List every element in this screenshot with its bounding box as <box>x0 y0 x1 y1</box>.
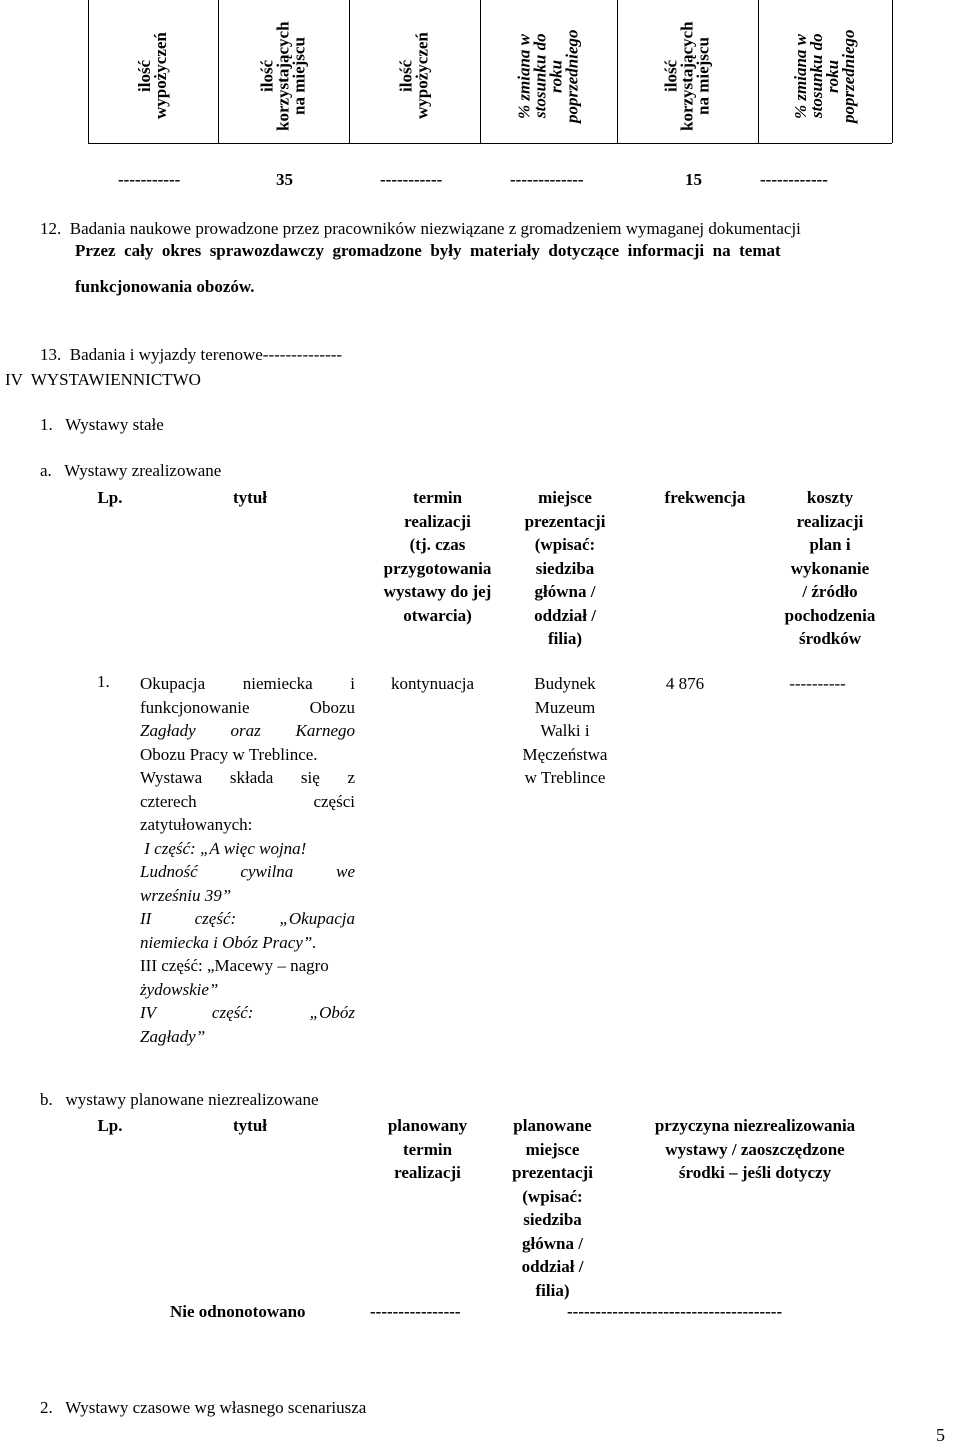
title-line: niemiecka i Obóz Pracy”. <box>140 932 317 952</box>
value-cell: 35 <box>276 170 293 189</box>
row-title <box>140 672 355 1048</box>
title-line: Zagłady” <box>140 1026 206 1046</box>
section-12-title: 12. Badania naukowe prowadzone przez pracowników niezwiązane z gromadzeniem wymaganej dokumentacji <box>40 219 801 238</box>
header-loans-2: ilość wypożyczeń <box>396 32 432 120</box>
value-cell: ----------- <box>118 170 181 189</box>
title-line: wrześniu 39” <box>140 885 232 905</box>
title-line: czterech części <box>140 791 355 811</box>
value-cell: 15 <box>685 170 702 189</box>
row-lp: 1. <box>97 672 110 691</box>
col-header-date: termin realizacji (tj. czas przygotowania wystawy do jej otwarcia) <box>383 488 492 625</box>
title-line: Obozu Pracy w Treblince. <box>140 744 318 764</box>
title-line: żydowskie” <box>140 979 219 999</box>
section-12-text-line1: Przez cały okres sprawozdawczy gromadzone były materiały dotyczące informacji na temat <box>75 241 781 260</box>
list-item-b: b. wystawy planowane niezrealizowane <box>40 1090 319 1109</box>
row-planned-date: ---------------- <box>370 1302 461 1321</box>
col-header-planned-place: planowane miejsce prezentacji (wpisać: siedziba główna / oddział / filia) <box>512 1116 593 1300</box>
header-change-pct-2: % zmiana w stosunku do roku poprzedniego <box>791 29 858 123</box>
title-line: Zagłady oraz Karnego <box>140 721 355 740</box>
list-item-1: 1. Wystawy stałe <box>40 415 164 434</box>
col-header-title: tytuł <box>233 488 267 507</box>
row-date: kontynuacja <box>390 674 475 693</box>
title-line: funkcjonowanie Obozu <box>140 697 355 717</box>
library-stats-table <box>88 0 892 196</box>
header-onsite-users: ilość korzystających na miejscu <box>257 21 309 131</box>
title-line: zatytułowanych: <box>140 815 253 834</box>
list-item-2: 2. Wystawy czasowe wg własnego scenariusza <box>40 1398 367 1417</box>
col-header-lp: Lp. <box>97 488 123 507</box>
col-header-lp: Lp. <box>97 1116 123 1135</box>
header-loans: ilość wypożyczeń <box>135 32 170 120</box>
list-item-a: a. Wystawy zrealizowane <box>40 461 222 480</box>
title-line: I część: „A więc wojna! <box>140 838 307 858</box>
title-line: Okupacja niemiecka i <box>140 674 355 693</box>
col-header-title: tytuł <box>233 1116 267 1135</box>
page-number: 5 <box>936 1425 945 1445</box>
row-attendance: 4 876 <box>665 674 705 693</box>
section-12-text-line2: funkcjonowania obozów. <box>75 277 255 296</box>
row-place: Budynek Muzeum Walki i Męczeństwa w Treblince <box>522 674 608 787</box>
title-line: II część: „Okupacja <box>140 909 355 928</box>
col-header-attendance: frekwencja <box>664 488 746 507</box>
row-reason: -------------------------------------- <box>567 1302 783 1321</box>
title-line: IV część: „Obóz <box>140 1003 355 1022</box>
row-title: Nie odnonotowano <box>170 1302 306 1321</box>
col-header-reason: przyczyna niezrealizowania wystawy / zaoszczędzone środki – jeśli dotyczy <box>654 1116 856 1182</box>
section-13-title: 13. Badania i wyjazdy terenowe-------------- <box>40 345 343 364</box>
col-header-costs: koszty realizacji plan i wykonanie / źródło pochodzenia środków <box>784 488 876 648</box>
col-header-place: miejsce prezentacji (wpisać: siedziba główna / oddział / filia) <box>524 488 606 648</box>
header-onsite-users-2: ilość korzystających na miejscu <box>661 21 713 131</box>
title-line: Ludność cywilna we <box>140 862 355 881</box>
value-cell: ------------- <box>510 170 584 189</box>
value-cell: ----------- <box>380 170 443 189</box>
section-iv-title: IV WYSTAWIENNICTWO <box>5 370 201 389</box>
value-cell: ------------ <box>760 170 828 189</box>
title-line: III część: „Macewy – nagro <box>140 956 329 975</box>
title-line: Wystawa składa się z <box>140 768 355 787</box>
header-change-pct: % zmiana w stosunku do roku poprzedniego <box>514 29 582 123</box>
row-costs: ---------- <box>789 674 846 693</box>
table-border <box>892 0 893 143</box>
col-header-planned-date: planowany termin realizacji <box>387 1116 468 1182</box>
